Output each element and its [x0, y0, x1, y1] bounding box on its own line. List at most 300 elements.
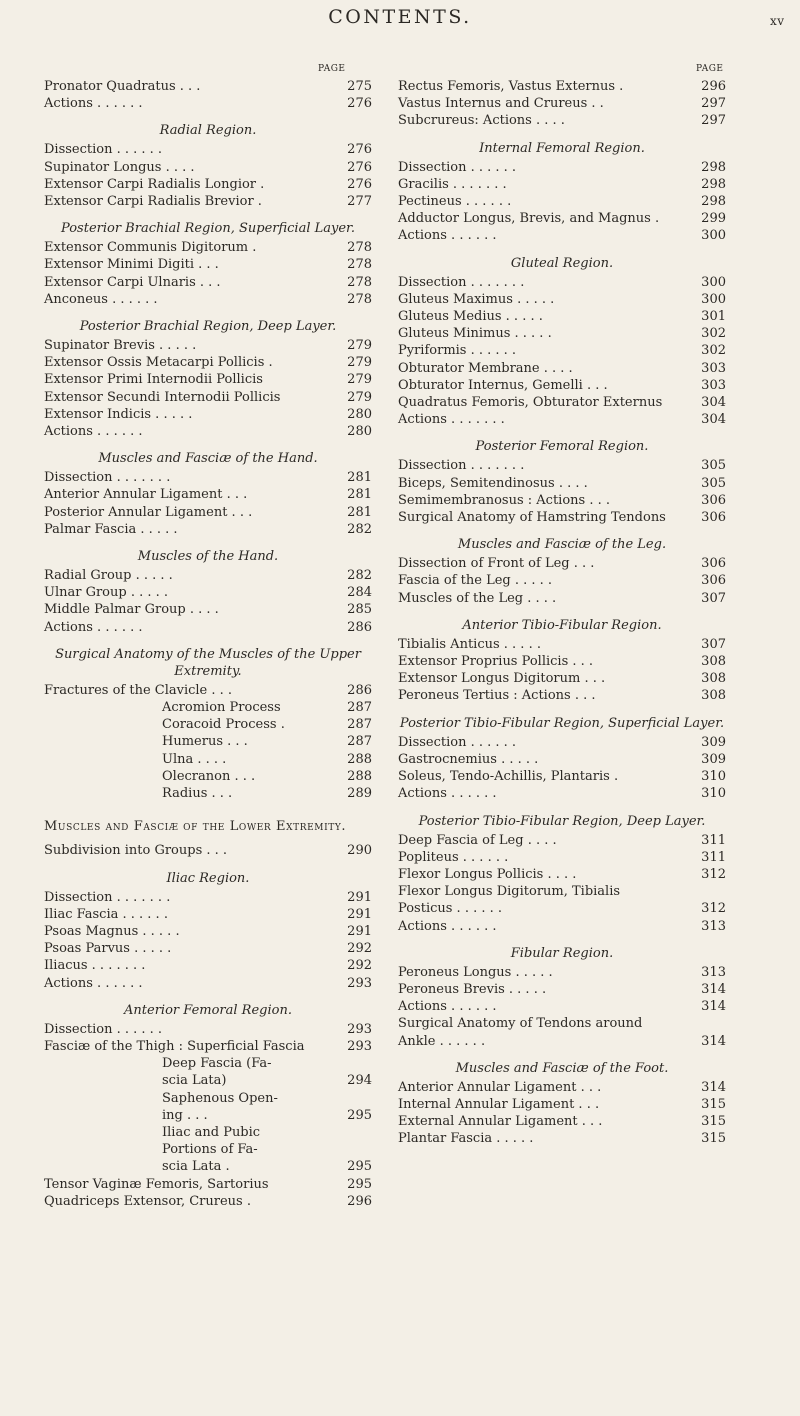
section-heading: Surgical Anatomy of the Muscles of the Upper Extremity.: [55, 646, 361, 679]
toc-entry-page: 282: [347, 521, 372, 537]
toc-entry: [398, 734, 726, 751]
page-column-label-left: PAGE: [318, 64, 346, 74]
toc-entry-page: 315: [701, 1131, 726, 1147]
toc-entry-page: 313: [701, 964, 726, 980]
toc-entry-page: 299: [701, 211, 726, 227]
toc-entry-title: Soleus, Tendo-Achillis, Plantaris .: [398, 769, 619, 785]
toc-entry: [44, 1176, 372, 1193]
part-heading: Muscles and Fasciæ of the Lower Extremity.: [44, 819, 347, 835]
toc-entry-title: Deep Fascia (Fa-: [162, 1056, 272, 1072]
toc-entry-page: 279: [347, 372, 372, 388]
toc-entry: [398, 964, 726, 981]
toc-entry: [398, 1130, 726, 1147]
toc-entry: [44, 1038, 372, 1055]
section-heading: Fibular Region.: [510, 945, 614, 961]
toc-entry-page: 312: [701, 901, 726, 917]
toc-entry-page: 295: [347, 1159, 372, 1175]
toc-entry-title: Tibialis Anticus . . . . .: [398, 636, 541, 652]
toc-entry-page: 309: [701, 751, 726, 767]
toc-entry: [44, 521, 372, 538]
toc-entry-title: Dissection . . . . . . .: [398, 274, 525, 290]
toc-entry-page: 306: [701, 492, 726, 508]
toc-entry: [44, 389, 372, 406]
toc-entry: [44, 141, 372, 158]
toc-entry: [44, 751, 372, 768]
toc-entry: [44, 406, 372, 423]
toc-entry: [44, 1107, 372, 1124]
toc-entry-page: 309: [701, 734, 726, 750]
toc-entry-page: 279: [347, 389, 372, 405]
toc-entry: [398, 159, 726, 176]
toc-entry-title: Biceps, Semitendinosus . . . .: [398, 475, 588, 491]
toc-entry-title: Semimembranosus : Actions . . .: [398, 492, 610, 508]
section-heading: Gluteal Region.: [510, 255, 614, 271]
toc-entry: [398, 751, 726, 768]
toc-entry: [44, 95, 372, 112]
toc-entry-title: Dissection . . . . . .: [398, 734, 517, 750]
toc-entry-page: 314: [701, 981, 726, 997]
toc-entry-title: Dissection of Front of Leg . . .: [398, 556, 595, 572]
toc-entry: [398, 1113, 726, 1130]
toc-entry: [44, 239, 372, 256]
toc-entry-title: Extensor Proprius Pollicis . . .: [398, 654, 594, 670]
toc-entry-title: Actions . . . . . .: [398, 786, 497, 802]
toc-entry: [44, 337, 372, 354]
toc-entry-page: 278: [347, 240, 372, 256]
toc-entry: [398, 291, 726, 308]
toc-entry: [44, 768, 372, 785]
toc-entry-page: 286: [347, 682, 372, 698]
toc-entry-title: Posterior Annular Ligament . . .: [44, 504, 253, 520]
toc-entry-title: Subcrureus: Actions . . . .: [398, 113, 565, 129]
toc-entry: [398, 590, 726, 607]
toc-entry-title: Psoas Parvus . . . . .: [44, 941, 172, 957]
toc-entry: [398, 360, 726, 377]
toc-entry-title: Extensor Ossis Metacarpi Pollicis .: [44, 355, 273, 371]
toc-entry-page: 280: [347, 406, 372, 422]
toc-entry-title: Actions . . . . . . .: [398, 412, 505, 428]
toc-entry-page: 300: [701, 291, 726, 307]
toc-entry-title: Dissection . . . . . .: [44, 1021, 163, 1037]
toc-entry-page: 281: [347, 504, 372, 520]
toc-entry: [44, 504, 372, 521]
toc-entry-title: Radial Group . . . . .: [44, 568, 173, 584]
toc-entry-page: 312: [701, 866, 726, 882]
toc-entry: [398, 832, 726, 849]
toc-entry: [44, 957, 372, 974]
toc-entry-page: 305: [701, 475, 726, 491]
toc-entry-page: 301: [701, 309, 726, 325]
toc-entry: [44, 469, 372, 486]
toc-entry-page: 279: [347, 355, 372, 371]
toc-entry: [398, 883, 726, 900]
toc-entry-page: 314: [701, 1033, 726, 1049]
toc-entry: [44, 1124, 372, 1141]
section-heading: Radial Region.: [159, 123, 257, 139]
toc-entry-page: 311: [701, 832, 726, 848]
toc-entry-title: scia Lata .: [162, 1159, 230, 1175]
toc-entry-page: 276: [347, 96, 372, 112]
toc-entry: [398, 78, 726, 95]
section-heading: Muscles and Fasciæ of the Leg.: [457, 537, 667, 553]
toc-entry-title: Dissection . . . . . .: [44, 142, 163, 158]
toc-entry-title: Actions . . . . . .: [398, 228, 497, 244]
toc-entry-page: 303: [701, 360, 726, 376]
toc-entry-page: 298: [701, 176, 726, 192]
toc-entry-page: 307: [701, 590, 726, 606]
toc-entry-title: Actions . . . . . .: [398, 999, 497, 1015]
toc-entry-page: 288: [347, 751, 372, 767]
toc-entry: [398, 670, 726, 687]
toc-entry-title: Actions . . . . . .: [398, 918, 497, 934]
toc-entry-page: 281: [347, 487, 372, 503]
toc-entry-title: Posticus . . . . . .: [398, 901, 503, 917]
toc-entry-page: 275: [347, 79, 372, 94]
toc-entry: [398, 95, 726, 112]
toc-entry: [44, 733, 372, 750]
toc-entry: [398, 492, 726, 509]
toc-entry: [44, 1090, 372, 1107]
toc-entry-page: 304: [701, 395, 726, 411]
toc-entry-title: Extensor Carpi Ulnaris . . .: [44, 274, 221, 290]
page-column-label-right: PAGE: [696, 64, 724, 74]
toc-entry-title: Fascia of the Leg . . . . .: [398, 573, 553, 589]
toc-entry-page: 306: [701, 510, 726, 526]
toc-entry-page: 287: [347, 717, 372, 733]
toc-entry-title: Quadriceps Extensor, Crureus .: [44, 1193, 251, 1209]
toc-entry-page: 285: [347, 602, 372, 618]
toc-entry: [398, 176, 726, 193]
toc-entry-page: 310: [701, 769, 726, 785]
section-heading: Posterior Tibio-Fibular Region, Superficial Layer.: [399, 715, 725, 731]
toc-entry-title: Iliac Fascia . . . . . .: [44, 906, 168, 922]
toc-entry-page: 292: [347, 941, 372, 957]
toc-entry-title: Coracoid Process .: [162, 717, 285, 733]
toc-entry: [44, 354, 372, 371]
toc-entry: [398, 210, 726, 227]
toc-entry-title: Subdivision into Groups . . .: [44, 843, 228, 859]
toc-entry-title: Peroneus Tertius : Actions . . .: [398, 688, 596, 704]
section-heading: Posterior Brachial Region, Deep Layer.: [79, 319, 337, 335]
toc-entry-page: 291: [347, 923, 372, 939]
toc-entry-title: Plantar Fascia . . . . .: [398, 1131, 534, 1147]
toc-entry: [44, 601, 372, 618]
toc-entry-title: Extensor Longus Digitorum . . .: [398, 671, 606, 687]
toc-entry: [44, 682, 372, 699]
section-heading: Anterior Tibio-Fibular Region.: [462, 617, 662, 633]
toc-entry: [44, 371, 372, 388]
toc-entry: [44, 193, 372, 210]
toc-entry-page: 292: [347, 958, 372, 974]
toc-entry-title: Extensor Minimi Digiti . . .: [44, 257, 219, 273]
toc-entry-page: 313: [701, 918, 726, 934]
toc-entry-title: Actions . . . . . .: [44, 975, 143, 991]
toc-entry: [398, 981, 726, 998]
toc-entry: [44, 785, 372, 802]
toc-entry-page: 278: [347, 274, 372, 290]
toc-entry-page: 278: [347, 291, 372, 307]
toc-entry-title: Iliac and Pubic: [162, 1124, 261, 1140]
toc-entry-page: 276: [347, 176, 372, 192]
page-header: [0, 0, 800, 40]
contents-column-left: [44, 78, 372, 1210]
toc-entry-title: Extensor Communis Digitorum .: [44, 240, 257, 256]
toc-entry: [398, 457, 726, 474]
toc-entry-title: External Annular Ligament . . .: [398, 1114, 603, 1130]
toc-entry: [44, 567, 372, 584]
toc-entry-page: 291: [347, 889, 372, 905]
toc-entry: [44, 78, 372, 95]
section-heading: Iliac Region.: [166, 870, 250, 886]
toc-entry: [44, 619, 372, 636]
toc-entry-title: Dissection . . . . . . .: [44, 470, 171, 486]
toc-entry-page: 284: [347, 585, 372, 601]
toc-entry-title: Anconeus . . . . . .: [44, 291, 158, 307]
toc-entry-title: Deep Fascia of Leg . . . .: [398, 832, 557, 848]
toc-entry-page: 289: [347, 786, 372, 802]
section-heading: Posterior Brachial Region, Superficial Layer.: [61, 221, 355, 237]
toc-entry-page: 291: [347, 906, 372, 922]
toc-entry-title: Popliteus . . . . . .: [398, 849, 509, 865]
toc-entry-title: Ankle . . . . . .: [398, 1033, 486, 1049]
toc-entry-page: 298: [701, 194, 726, 210]
toc-entry-page: 304: [701, 412, 726, 428]
toc-entry-page: 302: [701, 326, 726, 342]
toc-entry-page: 293: [347, 1021, 372, 1037]
toc-entry: [398, 274, 726, 291]
toc-entry-title: Portions of Fa-: [162, 1142, 258, 1158]
toc-entry-title: Tensor Vaginæ Femoris, Sartorius: [44, 1176, 269, 1192]
section-heading: Posterior Femoral Region.: [475, 439, 649, 455]
toc-entry: [398, 785, 726, 802]
toc-entry-page: 315: [701, 1096, 726, 1112]
toc-entry-title: Ulnar Group . . . . .: [44, 585, 169, 601]
toc-entry: [398, 555, 726, 572]
toc-entry-title: Actions . . . . . .: [44, 424, 143, 440]
toc-entry-title: Adductor Longus, Brevis, and Magnus .: [398, 211, 660, 227]
toc-entry: [44, 699, 372, 716]
toc-entry-page: 287: [347, 734, 372, 750]
toc-entry-title: Fractures of the Clavicle . . .: [44, 682, 233, 698]
toc-entry-page: 314: [701, 1079, 726, 1095]
toc-entry-page: 282: [347, 568, 372, 584]
toc-entry-title: scia Lata): [162, 1073, 227, 1089]
toc-entry-title: Rectus Femoris, Vastus Externus .: [398, 79, 624, 94]
toc-entry-page: 290: [347, 843, 372, 859]
section-heading: Posterior Tibio-Fibular Region, Deep Layer.: [418, 813, 706, 829]
toc-entry-title: Middle Palmar Group . . . .: [44, 602, 219, 618]
toc-entry-page: 308: [701, 654, 726, 670]
toc-entry-page: 294: [347, 1073, 372, 1089]
toc-entry-page: 315: [701, 1114, 726, 1130]
toc-entry-title: Supinator Longus . . . .: [44, 159, 195, 175]
toc-entry-page: 306: [701, 556, 726, 572]
toc-entry-page: 279: [347, 338, 372, 354]
toc-entry: [398, 768, 726, 785]
toc-entry: [398, 411, 726, 428]
toc-entry-page: 300: [701, 228, 726, 244]
running-title: CONTENTS.: [328, 6, 472, 28]
toc-entry-page: 314: [701, 999, 726, 1015]
toc-entry-title: Fasciæ of the Thigh : Superficial Fascia: [44, 1038, 305, 1054]
toc-entry-page: 278: [347, 257, 372, 273]
section-heading: Anterior Femoral Region.: [124, 1002, 292, 1018]
contents-column-right: [398, 78, 726, 1148]
toc-entry: [398, 1033, 726, 1050]
toc-entry: [44, 906, 372, 923]
toc-entry-page: 276: [347, 142, 372, 158]
toc-entry-title: Dissection . . . . . .: [398, 159, 517, 175]
toc-entry-page: 302: [701, 343, 726, 359]
toc-entry-title: Extensor Secundi Internodii Pollicis: [44, 389, 281, 405]
toc-entry-title: Actions . . . . . .: [44, 619, 143, 635]
toc-entry-title: Dissection . . . . . . .: [398, 458, 525, 474]
toc-entry: [44, 975, 372, 992]
section-heading: Muscles of the Hand.: [137, 549, 279, 565]
toc-entry-title: Pectineus . . . . . .: [398, 194, 512, 210]
toc-entry-page: 305: [701, 458, 726, 474]
toc-entry-page: 303: [701, 377, 726, 393]
toc-entry-title: Surgical Anatomy of Tendons around: [398, 1016, 643, 1032]
toc-entry-title: Vastus Internus and Crureus . .: [398, 96, 604, 112]
toc-entry-page: 297: [701, 96, 726, 112]
toc-entry: [44, 923, 372, 940]
toc-entry: [398, 900, 726, 917]
toc-entry-title: Obturator Internus, Gemelli . . .: [398, 377, 608, 393]
toc-entry: [44, 291, 372, 308]
toc-entry: [398, 112, 726, 129]
toc-entry-title: Gastrocnemius . . . . .: [398, 751, 539, 767]
toc-entry-page: 277: [347, 194, 372, 210]
toc-entry: [44, 889, 372, 906]
toc-entry-title: Acromion Process: [162, 700, 281, 716]
toc-entry: [398, 1079, 726, 1096]
toc-entry-title: Saphenous Open-: [162, 1090, 278, 1106]
toc-entry-title: Olecranon . . .: [162, 768, 256, 784]
toc-entry-title: Obturator Membrane . . . .: [398, 360, 573, 376]
toc-entry: [44, 1158, 372, 1175]
toc-entry: [44, 423, 372, 440]
toc-entry-page: 308: [701, 688, 726, 704]
toc-entry-page: 295: [347, 1176, 372, 1192]
toc-entry-title: Radius . . .: [162, 786, 233, 802]
toc-entry-page: 295: [347, 1107, 372, 1123]
toc-entry: [44, 159, 372, 176]
toc-entry: [398, 394, 726, 411]
toc-entry-page: 298: [701, 159, 726, 175]
toc-entry-title: Pyriformis . . . . . .: [398, 343, 517, 359]
toc-entry: [398, 308, 726, 325]
toc-entry-title: Pronator Quadratus . . .: [44, 79, 201, 94]
toc-entry: [44, 486, 372, 503]
section-heading: Muscles and Fasciæ of the Hand.: [98, 451, 318, 467]
toc-entry-title: Gracilis . . . . . . .: [398, 176, 507, 192]
toc-entry-page: 280: [347, 424, 372, 440]
toc-entry-page: 293: [347, 975, 372, 991]
toc-entry: [398, 1015, 726, 1032]
toc-entry-page: 286: [347, 619, 372, 635]
toc-entry-page: 300: [701, 274, 726, 290]
toc-entry: [398, 998, 726, 1015]
toc-entry-page: 310: [701, 786, 726, 802]
toc-entry: [44, 176, 372, 193]
toc-entry-title: Anterior Annular Ligament . . .: [398, 1079, 602, 1095]
toc-entry-title: Flexor Longus Digitorum, Tibialis: [398, 884, 621, 900]
toc-entry: [398, 227, 726, 244]
toc-entry-title: Extensor Carpi Radialis Longior .: [44, 176, 265, 192]
toc-entry: [398, 866, 726, 883]
toc-entry-page: 296: [701, 79, 726, 94]
toc-entry: [398, 325, 726, 342]
toc-entry: [398, 918, 726, 935]
toc-entry-title: Quadratus Femoris, Obturator Externus: [398, 395, 663, 411]
page-number: xv: [770, 14, 785, 28]
toc-entry: [398, 572, 726, 589]
toc-entry: [398, 377, 726, 394]
toc-entry: [44, 716, 372, 733]
toc-entry-title: Iliacus . . . . . . .: [44, 958, 146, 974]
toc-entry-title: Actions . . . . . .: [44, 96, 143, 112]
toc-entry: [44, 584, 372, 601]
toc-entry: [44, 1021, 372, 1038]
toc-entry-page: 311: [701, 849, 726, 865]
toc-entry: [44, 1055, 372, 1072]
toc-entry: [44, 1072, 372, 1089]
toc-entry-page: 307: [701, 636, 726, 652]
toc-entry: [398, 1096, 726, 1113]
toc-entry-title: Surgical Anatomy of Hamstring Tendons: [398, 510, 666, 526]
toc-entry-title: Muscles of the Leg . . . .: [398, 590, 557, 606]
toc-entry: [398, 193, 726, 210]
toc-entry-page: 308: [701, 671, 726, 687]
toc-entry-title: Peroneus Brevis . . . . .: [398, 981, 547, 997]
toc-entry-title: Internal Annular Ligament . . .: [398, 1096, 600, 1112]
toc-entry-title: Gluteus Minimus . . . . .: [398, 326, 552, 342]
toc-entry-title: Anterior Annular Ligament . . .: [44, 487, 248, 503]
toc-entry-page: 296: [347, 1193, 372, 1209]
toc-entry: [44, 274, 372, 291]
toc-entry-title: Extensor Indicis . . . . .: [44, 406, 193, 422]
toc-entry: [44, 940, 372, 957]
toc-entry: [398, 653, 726, 670]
toc-entry-page: 276: [347, 159, 372, 175]
toc-entry-title: Extensor Carpi Radialis Brevior .: [44, 194, 262, 210]
toc-entry-page: 281: [347, 470, 372, 486]
toc-entry: [44, 1193, 372, 1210]
toc-entry: [398, 849, 726, 866]
toc-entry: [44, 1141, 372, 1158]
toc-entry-title: Gluteus Medius . . . . .: [398, 309, 543, 325]
toc-entry: [398, 509, 726, 526]
toc-entry-title: Dissection . . . . . . .: [44, 889, 171, 905]
toc-entry-title: Palmar Fascia . . . . .: [44, 521, 178, 537]
section-heading: Internal Femoral Region.: [479, 140, 645, 156]
toc-entry: [44, 842, 372, 859]
toc-entry-title: Peroneus Longus . . . . .: [398, 964, 553, 980]
toc-entry-title: Gluteus Maximus . . . . .: [398, 291, 555, 307]
toc-entry-title: Psoas Magnus . . . . .: [44, 923, 180, 939]
toc-entry-title: Extensor Primi Internodii Pollicis: [44, 372, 263, 388]
section-heading: Muscles and Fasciæ of the Foot.: [455, 1060, 669, 1076]
toc-entry: [398, 687, 726, 704]
toc-entry-page: 297: [701, 113, 726, 129]
toc-entry-page: 306: [701, 573, 726, 589]
toc-entry: [398, 475, 726, 492]
toc-entry-title: Ulna . . . .: [162, 751, 227, 767]
toc-entry-title: ing . . .: [162, 1107, 208, 1123]
toc-entry-page: 288: [347, 768, 372, 784]
toc-entry-page: 293: [347, 1038, 372, 1054]
